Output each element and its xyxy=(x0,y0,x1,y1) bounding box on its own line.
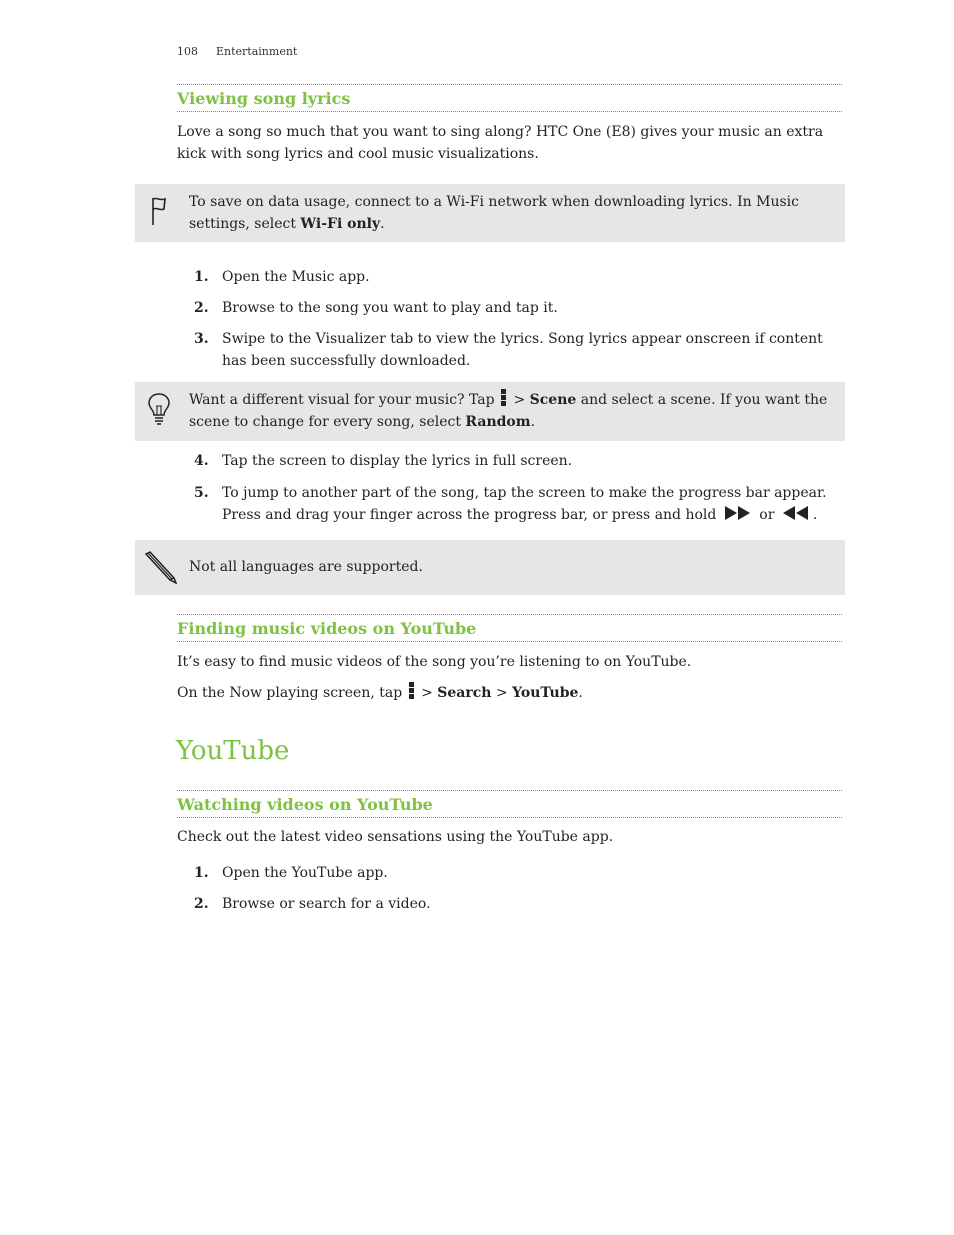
random-label: Random xyxy=(465,414,531,430)
heading-watching-videos: Watching videos on YouTube xyxy=(177,795,433,814)
divider xyxy=(177,111,842,112)
lightbulb-icon xyxy=(147,392,171,430)
divider xyxy=(177,614,842,615)
intro-paragraph: Love a song so much that you want to sing along? HTC One (E8) gives your music an extra kick with song lyrics and cool music visualizations. xyxy=(177,124,824,162)
tip-box-visual xyxy=(135,382,845,441)
list-item: 1. Open the Music app. xyxy=(194,269,370,285)
heading-finding-music-videos: Finding music videos on YouTube xyxy=(177,619,477,638)
list-item: 4. Tap the screen to display the lyrics in full screen. xyxy=(194,453,573,469)
pencil-icon xyxy=(143,550,177,588)
heading-viewing-song-lyrics: Viewing song lyrics xyxy=(177,89,351,108)
chapter-title: YouTube xyxy=(176,736,290,766)
tip-text: Want a different visual for your music? Tap > Scene and select a scene. If you want the scene to change for every song, select Random. xyxy=(189,389,829,433)
rewind-icon xyxy=(782,505,810,521)
list-item: 1. Open the YouTube app. xyxy=(194,865,388,881)
fast-forward-icon xyxy=(724,505,752,521)
note-text: Not all languages are supported. xyxy=(189,559,423,575)
search-label: Search xyxy=(437,685,492,701)
divider xyxy=(177,84,842,85)
flag-icon xyxy=(149,195,169,231)
divider xyxy=(177,641,842,642)
divider xyxy=(177,790,842,791)
note-text: To save on data usage, connect to a Wi-Fi network when downloading lyrics. In Music settings, select Wi-Fi only. xyxy=(189,194,799,232)
more-options-icon xyxy=(409,682,415,700)
more-options-icon xyxy=(501,389,507,407)
note-box-languages xyxy=(135,540,845,595)
divider xyxy=(177,817,842,818)
finding-paragraph: It’s easy to find music videos of the song you’re listening to on YouTube. xyxy=(177,654,692,670)
section-name: Entertainment xyxy=(216,45,298,58)
list-item: 3. Swipe to the Visualizer tab to view the lyrics. Song lyrics appear onscreen if content has been successfully downloaded. xyxy=(194,331,823,369)
wifi-only-label: Wi-Fi only xyxy=(300,216,381,232)
youtube-label: YouTube xyxy=(512,685,579,701)
list-item: 2. Browse or search for a video. xyxy=(194,896,431,912)
finding-instructions: On the Now playing screen, tap > Search > YouTube. xyxy=(177,682,843,704)
list-item: 2. Browse to the song you want to play and tap it. xyxy=(194,300,558,316)
page-header xyxy=(177,45,297,58)
note-box-wifi xyxy=(135,184,845,242)
watching-intro: Check out the latest video sensations using the YouTube app. xyxy=(177,829,614,845)
page-number: 108 xyxy=(177,45,198,58)
scene-label: Scene xyxy=(529,392,577,408)
list-item: 5. To jump to another part of the song, tap the screen to make the progress bar appear. Press and drag your finger across the progress bar, or press and hold or . xyxy=(194,485,827,523)
